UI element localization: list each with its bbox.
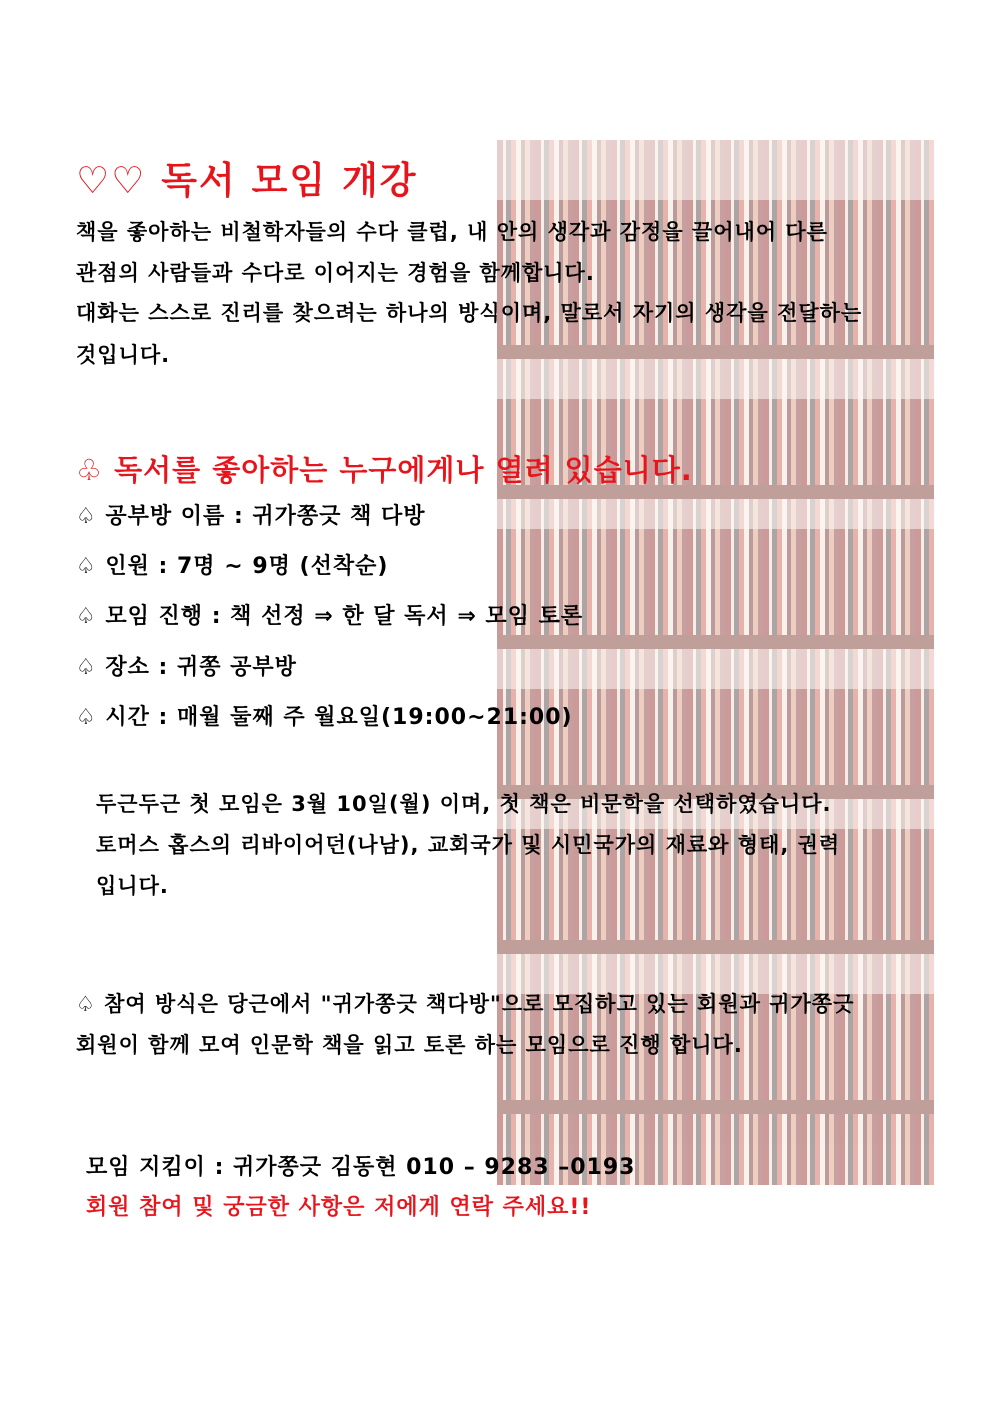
contact-line: 모임 지킴이 : 귀가쫑긋 김동현 010 – 9283 –0193 <box>86 1155 636 1180</box>
first-meeting-line-3: 입니다. <box>96 874 169 898</box>
participation-line-1: ♤ 참여 방식은 당근에서 "귀가쫑긋 책다방"으로 모집하고 있는 회원과 귀가쫑긋 <box>76 992 855 1016</box>
info-item-name: ♤ 공부방 이름 : 귀가쫑긋 책 다방 <box>76 504 426 529</box>
first-meeting-line-1: 두근두근 첫 모임은 3월 10일(월) 이며, 첫 책은 비문학을 선택하였습니다. <box>96 792 832 816</box>
participation-line-2: 회원이 함께 모여 인문학 책을 읽고 토론 하는 모임으로 진행 합니다. <box>76 1033 743 1057</box>
info-item-members: ♤ 인원 : 7명 ~ 9명 (선착순) <box>76 554 389 579</box>
intro-line-4: 것입니다. <box>76 343 171 367</box>
first-meeting-line-2: 토머스 홉스의 리바이어던(나남), 교회국가 및 시민국가의 재료와 형태, 권력 <box>96 833 841 857</box>
intro-line-2: 관점의 사람들과 수다로 이어지는 경험을 함께합니다. <box>76 261 595 285</box>
page-title: ♡♡ 독서 모임 개강 <box>76 159 418 202</box>
intro-line-3: 대화는 스스로 진리를 찾으려는 하나의 방식이며, 말로서 자기의 생각을 전달하는 <box>76 301 863 325</box>
info-item-place: ♤ 장소 : 귀쫑 공부방 <box>76 655 297 680</box>
intro-line-1: 책을 좋아하는 비철학자들의 수다 클럽, 내 안의 생각과 감정을 끌어내어 다른 <box>76 220 828 244</box>
info-item-process: ♤ 모임 진행 : 책 선정 ⇒ 한 달 독서 ⇒ 모임 토론 <box>76 604 584 629</box>
open-heading: ♧ 독서를 좋아하는 누구에게나 열려 있습니다. <box>76 453 693 487</box>
contact-note: 회원 참여 및 궁금한 사항은 저에게 연락 주세요!! <box>86 1195 592 1220</box>
info-item-time: ♤ 시간 : 매월 둘째 주 월요일(19:00~21:00) <box>76 705 573 730</box>
